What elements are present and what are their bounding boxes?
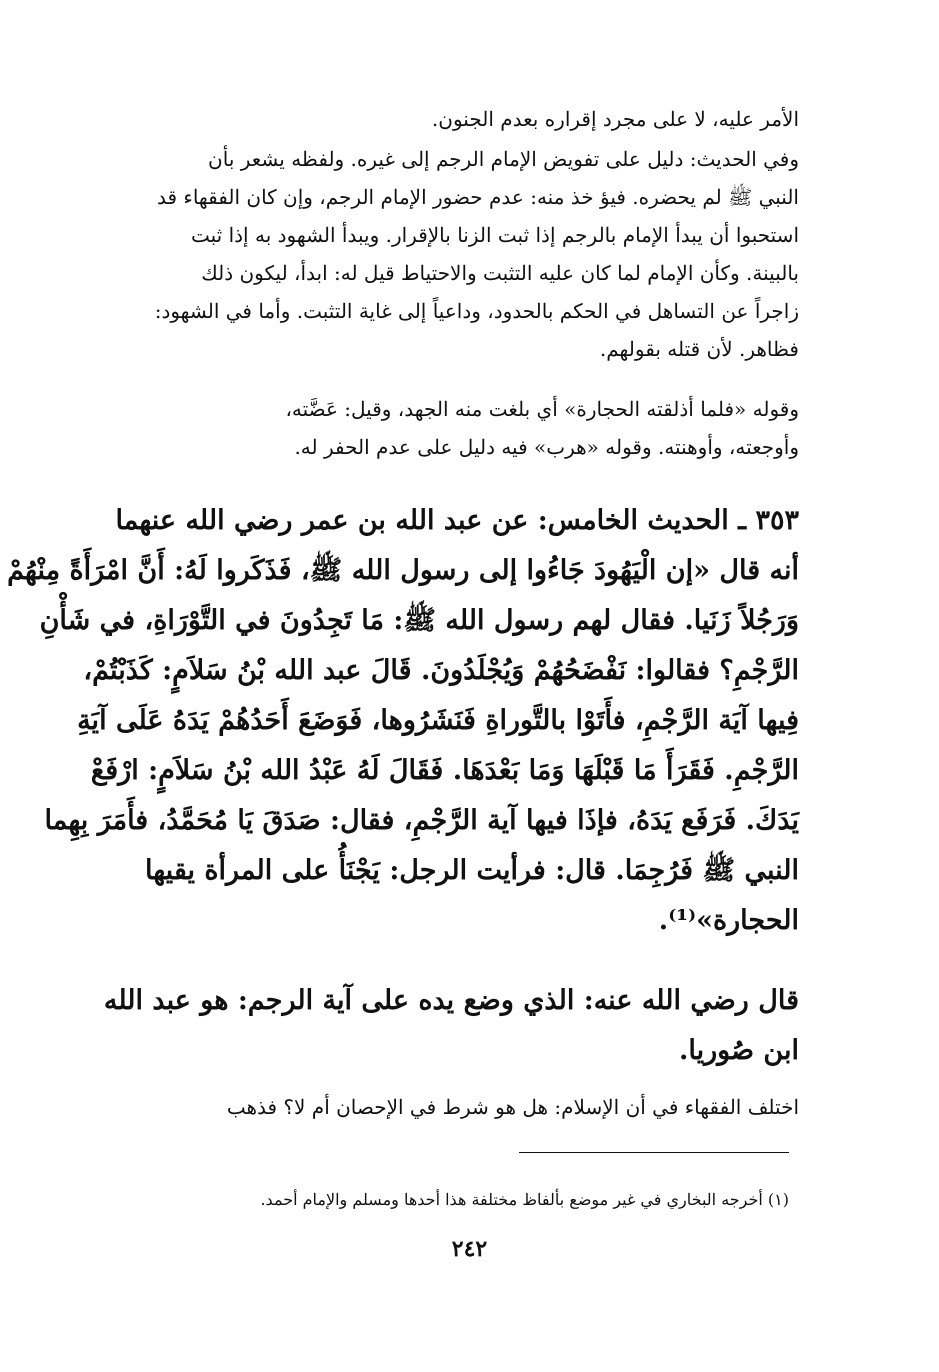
text-line: يَدَكَ. فَرَفَع يَدَهُ، فإذَا فيها آية الرَّجْمِ، فقال: صَدَقَ يَا مُحَمَّدُ، فأَمَرَ بِهِما <box>44 805 799 836</box>
text-line: الأمر عليه، لا على مجرد إقراره بعدم الجنون. <box>431 107 799 131</box>
paragraph-intro-end <box>99 100 799 138</box>
text-line: النبي ﷺ فَرُجِمَا. قال: فرأيت الرجل: يَجْنَأُ على المرأة يقيها <box>145 855 799 886</box>
text-line: قال رضي الله عنه: الذي وضع يده على آية الرجم: هو عبد الله <box>103 985 799 1016</box>
text-line: فِيها آيَة الرَّجْمِ، فأَتَوْا بالتَّوراةِ فَنَشَرُوها، فَوَضَعَ أَحَدُهُمْ يَدَهُ عَلَى آيَةِ <box>77 705 799 736</box>
text-line: أنه قال «إن الْيَهُودَ جَاءُوا إلى رسول الله ﷺ، فَذَكَروا لَهُ: أَنَّ امْرَأَةً مِنْهُمْ <box>7 555 799 586</box>
text-line: بالبينة. وكأن الإمام لما كان عليه التثبت والاحتياط قيل له: ابدأ، ليكون ذلك <box>201 261 799 285</box>
text-line: الحجارة»⁽¹⁾. <box>658 905 799 936</box>
text-line: وَرَجُلاً زَنَيا. فقال لهم رسول الله ﷺ: مَا تَجِدُونَ في التَّوْرَاةِ، في شَأْنِ <box>39 605 799 636</box>
paragraph-commentary <box>99 140 799 368</box>
paragraph-jurists-disagreement <box>99 1088 799 1126</box>
text-line: ابن صُوريا. <box>678 1035 799 1066</box>
text-line: وأوجعته، وأوهنته. وقوله «هرب» فيه دليل على عدم الحفر له. <box>294 435 799 459</box>
text-line: زاجراً عن التساهل في الحكم بالحدود، وداعياً إلى غاية التثبت. وأما في الشهود: <box>154 299 799 323</box>
text-line: اختلف الفقهاء في أن الإسلام: هل هو شرط في الإحصان أم لا؟ فذهب <box>226 1095 799 1119</box>
page-number: ٢٤٢ <box>451 1236 488 1262</box>
text-line: الرَّجْمِ. فَقَرَأَ مَا قَبْلَهَا وَمَا بَعْدَهَا. فَقَالَ لَهُ عَبْدُ الله بْنُ سَلاَمٍ: ارْفَعْ <box>90 755 799 786</box>
paragraph-companion-note <box>99 976 799 1076</box>
text-line: استحبوا أن يبدأ الإمام بالرجم إذا ثبت الزنا بالإقرار. ويبدأ الشهود به إذا ثبت <box>191 223 799 247</box>
footnote: (١) أخرجه البخاري في غير موضع بألفاظ مختلفة هذا أحدها ومسلم والإمام أحمد. <box>260 1190 789 1209</box>
text-line: النبي ﷺ لم يحضره. فيؤ خذ منه: عدم حضور الإمام الرجم، وإن كان الفقهاء قد <box>157 185 799 209</box>
text-line: الرَّجْمِ؟ فقالوا: نَفْضَحُهُمْ وَيُجْلَدُونَ. قَالَ عبد الله بْنُ سَلاَمٍ: كَذَبْتُمْ، <box>83 655 799 686</box>
hadith-heading-line: ٣٥٣ ـ الحديث الخامس: عن عبد الله بن عمر رضي الله عنهما <box>115 505 799 536</box>
hadith-353 <box>7 496 799 946</box>
text-line: وفي الحديث: دليل على تفويض الإمام الرجم إلى غيره. ولفظه يشعر بأن <box>208 147 799 171</box>
footnote-divider <box>519 1152 789 1153</box>
text-line: فظاهر. لأن قتله بقولهم. <box>599 337 799 361</box>
paragraph-stones-explanation <box>99 390 799 466</box>
text-line: وقوله «فلما أذلقته الحجارة» أي بلغت منه الجهد، وقيل: عَضَّته، <box>285 397 799 421</box>
